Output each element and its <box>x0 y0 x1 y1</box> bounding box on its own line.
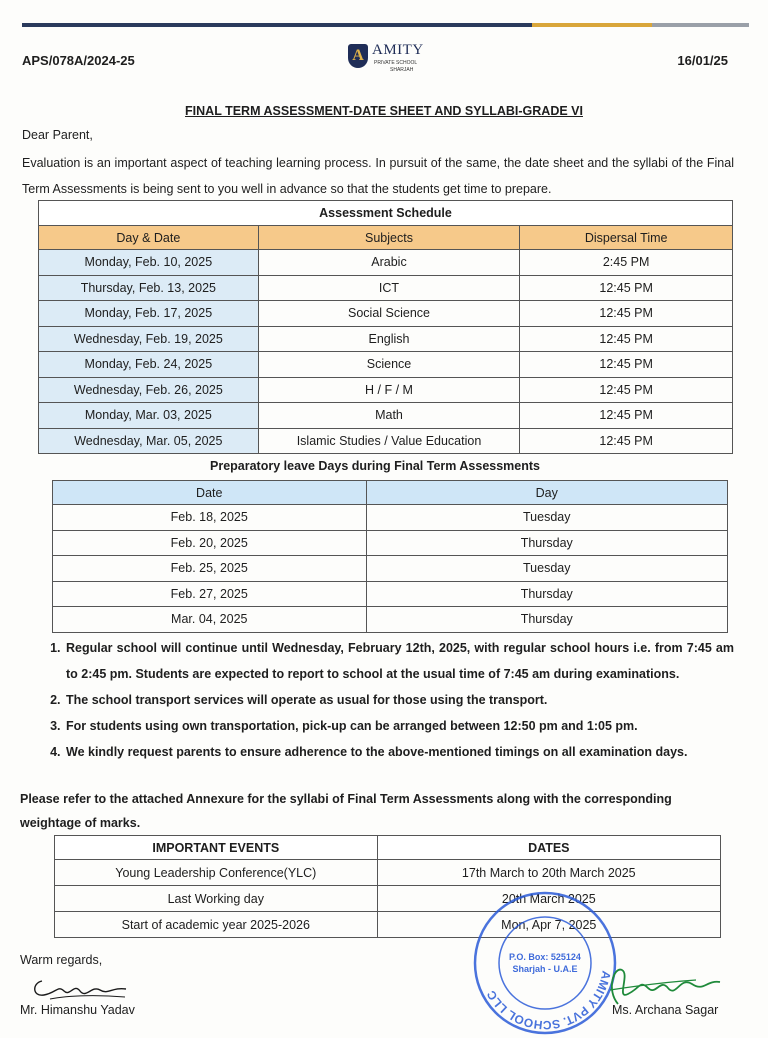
top-bar-gold-segment <box>532 23 652 27</box>
prep-day-cell: Tuesday <box>366 556 727 582</box>
schedule-date-cell: Wednesday, Feb. 26, 2025 <box>39 377 259 403</box>
table-row <box>39 377 733 403</box>
prep-date-cell: Feb. 27, 2025 <box>53 581 367 607</box>
top-bar-grey-segment <box>652 23 749 27</box>
table-row <box>39 301 733 327</box>
prep-leave-table <box>52 480 728 633</box>
table-row <box>53 505 728 531</box>
salutation: Dear Parent, <box>22 128 93 142</box>
schedule-header-dispersal: Dispersal Time <box>520 226 733 250</box>
schedule-header-subjects: Subjects <box>258 226 520 250</box>
event-date-cell: 17th March to 20th March 2025 <box>377 860 720 886</box>
signature-right-icon <box>596 960 726 1006</box>
table-row <box>39 352 733 378</box>
top-color-bar <box>22 23 749 27</box>
table-row <box>55 912 721 938</box>
schedule-time-cell: 12:45 PM <box>520 377 733 403</box>
stamp-ring-text: AMITY PVT. SCHOOL LLC <box>483 969 614 1033</box>
logo-subline-2: SHARJAH <box>390 67 414 73</box>
event-name-cell: Last Working day <box>55 886 378 912</box>
prep-header-date: Date <box>53 481 367 505</box>
schedule-time-cell: 12:45 PM <box>520 301 733 327</box>
list-item: 3. For students using own transportation, pick-up can be arranged between 12:50 pm and 1:05 pm. <box>64 713 734 739</box>
document-title: FINAL TERM ASSESSMENT-DATE SHEET AND SYLLABI-GRADE VI <box>185 104 583 118</box>
prep-header-day: Day <box>366 481 727 505</box>
schedule-subject-cell: Math <box>258 403 520 429</box>
table-row <box>55 886 721 912</box>
schedule-time-cell: 12:45 PM <box>520 428 733 454</box>
prep-day-cell: Thursday <box>366 530 727 556</box>
list-item: 4. We kindly request parents to ensure adherence to the above-mentioned timings on all examination days. <box>64 739 734 765</box>
prep-date-cell: Feb. 18, 2025 <box>53 505 367 531</box>
table-row <box>39 403 733 429</box>
schedule-subject-cell: Islamic Studies / Value Education <box>258 428 520 454</box>
schedule-subject-cell: English <box>258 326 520 352</box>
assessment-schedule-table <box>38 200 733 454</box>
schedule-time-cell: 12:45 PM <box>520 403 733 429</box>
schedule-subject-cell: Social Science <box>258 301 520 327</box>
schedule-header-day-date: Day & Date <box>39 226 259 250</box>
table-row <box>53 556 728 582</box>
schedule-date-cell: Monday, Feb. 24, 2025 <box>39 352 259 378</box>
schedule-date-cell: Wednesday, Feb. 19, 2025 <box>39 326 259 352</box>
schedule-title: Assessment Schedule <box>39 201 733 226</box>
table-row <box>39 250 733 276</box>
schedule-time-cell: 12:45 PM <box>520 352 733 378</box>
table-row <box>39 326 733 352</box>
signatory-right: Ms. Archana Sagar <box>612 1003 719 1017</box>
svg-text:AMITY PVT. SCHOOL LLC <box>484 970 614 1032</box>
prep-day-cell: Thursday <box>366 607 727 633</box>
schedule-subject-cell: Science <box>258 352 520 378</box>
schedule-subject-cell: ICT <box>258 275 520 301</box>
table-row <box>39 428 733 454</box>
letter-date: 16/01/25 <box>677 53 728 68</box>
reference-number: APS/078A/2024-25 <box>22 53 135 68</box>
annexure-note: Please refer to the attached Annexure for the syllabi of Final Term Assessments along with the corresponding weightage of marks. <box>20 792 672 830</box>
stamp-location: Sharjah - U.A.E <box>512 964 578 974</box>
schedule-subject-cell: Arabic <box>258 250 520 276</box>
schedule-time-cell: 2:45 PM <box>520 250 733 276</box>
stamp-po-box: P.O. Box: 525124 <box>509 952 581 962</box>
event-date-cell: Mon, Apr 7, 2025 <box>377 912 720 938</box>
logo-shield-icon: A <box>348 44 368 68</box>
prep-day-cell: Tuesday <box>366 505 727 531</box>
intro-paragraph: Evaluation is an important aspect of teaching learning process. In pursuit of the same, the date sheet and the syllabi of the Final Term Assessments is being sent to you well in advance so that the students get time to prepare. <box>22 156 734 196</box>
logo-name: AMITY <box>372 42 424 58</box>
schedule-date-cell: Monday, Feb. 17, 2025 <box>39 301 259 327</box>
event-date-cell: 20th March 2025 <box>377 886 720 912</box>
schedule-time-cell: 12:45 PM <box>520 326 733 352</box>
schedule-time-cell: 12:45 PM <box>520 275 733 301</box>
signature-left-icon <box>30 975 130 1001</box>
schedule-date-cell: Monday, Mar. 03, 2025 <box>39 403 259 429</box>
table-row <box>55 860 721 886</box>
schedule-date-cell: Monday, Feb. 10, 2025 <box>39 250 259 276</box>
prep-leave-title: Preparatory leave Days during Final Term Assessments <box>210 459 540 473</box>
prep-date-cell: Feb. 20, 2025 <box>53 530 367 556</box>
event-name-cell: Young Leadership Conference(YLC) <box>55 860 378 886</box>
important-events-table <box>54 835 721 938</box>
list-item: 2. The school transport services will operate as usual for those using the transport. <box>64 687 734 713</box>
table-row <box>39 275 733 301</box>
table-row <box>53 530 728 556</box>
events-header-events: IMPORTANT EVENTS <box>55 836 378 860</box>
instructions-list <box>22 635 734 765</box>
table-row <box>53 581 728 607</box>
schedule-subject-cell: H / F / M <box>258 377 520 403</box>
prep-date-cell: Mar. 04, 2025 <box>53 607 367 633</box>
closing-regards: Warm regards, <box>20 953 103 967</box>
top-bar-navy-segment <box>22 23 532 27</box>
schedule-date-cell: Thursday, Feb. 13, 2025 <box>39 275 259 301</box>
prep-day-cell: Thursday <box>366 581 727 607</box>
signatory-left: Mr. Himanshu Yadav <box>20 1003 135 1017</box>
event-name-cell: Start of academic year 2025-2026 <box>55 912 378 938</box>
schedule-date-cell: Wednesday, Mar. 05, 2025 <box>39 428 259 454</box>
prep-date-cell: Feb. 25, 2025 <box>53 556 367 582</box>
logo-subline-1: PRIVATE SCHOOL <box>374 60 418 66</box>
table-row <box>53 607 728 633</box>
events-header-dates: DATES <box>377 836 720 860</box>
list-item: 1. Regular school will continue until Wednesday, February 12th, 2025, with regular school hours i.e. from 7:45 am to 2:45 pm. Students are expected to report to school at the usual time of 7:45 am during examinations. <box>64 635 734 687</box>
school-logo <box>348 42 438 74</box>
